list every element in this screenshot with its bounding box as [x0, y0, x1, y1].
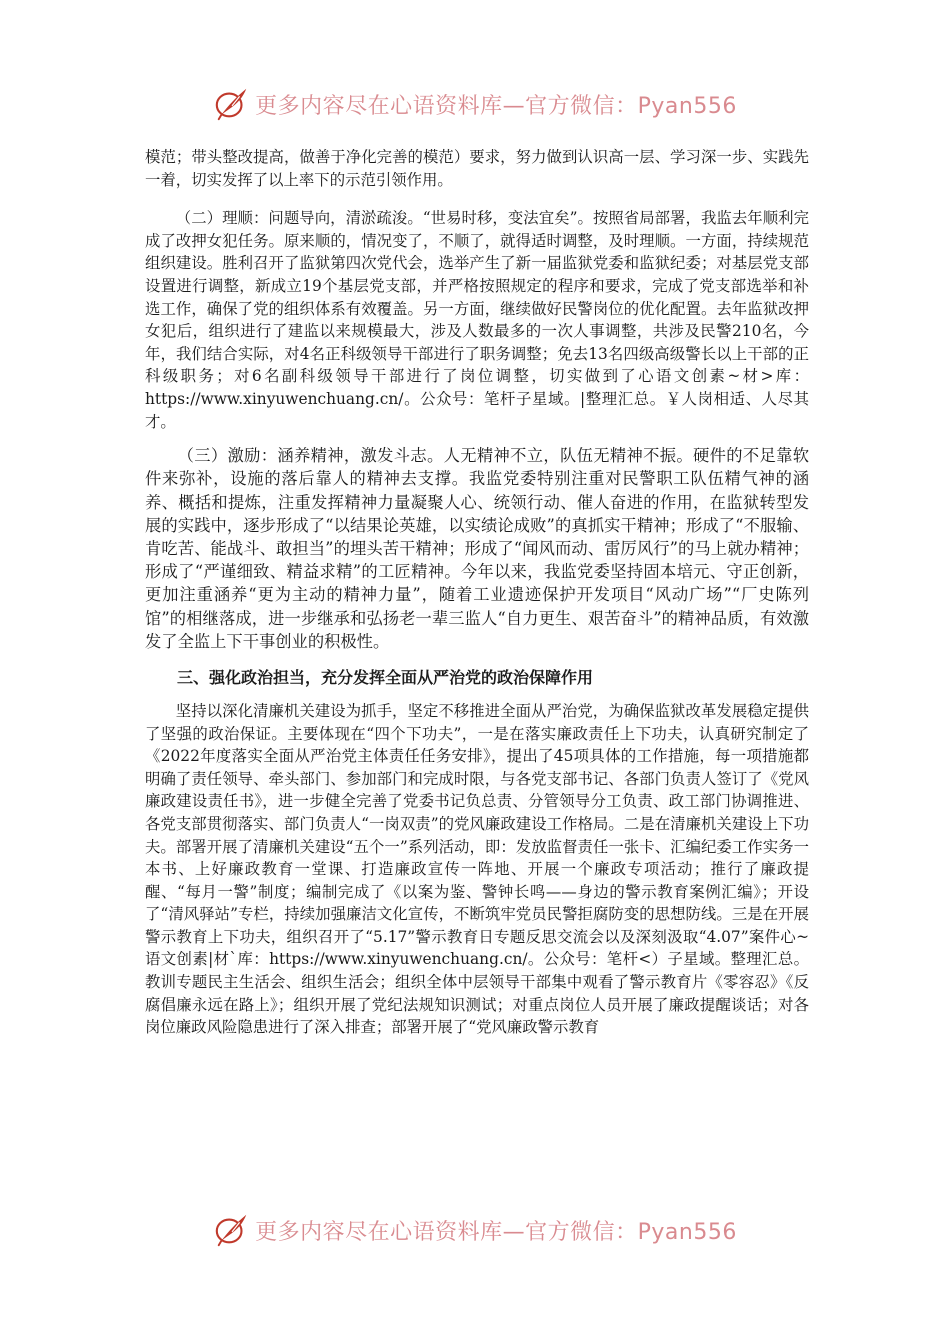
paragraph-section-3: （三）激励：涵养精神，激发斗志。人无精神不立，队伍无精神不振。硬件的不足靠软件来弥补，设施的落后靠人的精神去支撑。我监党委特别注重对民警职工队伍精气神的涵养、概括和提炼，注重发挥精神力量凝聚人心、统领行动、催人奋进的作用，在监狱转型发展的实践中，逐步形成了“以结果论英雄，以实绩论成败”的真抓实干精神；形成了“不服输、肯吃苦、能战斗、敢担当”的埋头苦干精神；形成了“闻风而动、雷厉风行”的马上就办精神；形成了“严谨细致、精益求精”的工匠精神。今年以来，我监党委坚持固本培元、守正创新，更加注重涵养“更为主动的精神力量”，随着工业遗迹保护开发项目“风动广场”“厂史陈列馆”的相继落成，进一步继承和弘扬老一辈三监人“自力更生、艰苦奋斗”的精神品质，有效激发了全监上下干事创业的积极性。: [145, 446, 809, 651]
watermark-text: 更多内容尽在心语资料库—官方微信：Pyan556: [255, 93, 737, 119]
paragraph-continuation: 模范；带头整改提高，做善于净化完善的模范）要求，努力做到认识高一层、学习深一步、实践先一着，切实发挥了以上率下的示范引领作用。: [145, 148, 809, 189]
paragraph-main: 坚持以深化清廉机关建设为抓手，坚定不移推进全面从严治党，为确保监狱改革发展稳定提供了坚强的政治保证。主要体现在“四个下功夫”，一是在落实廉政责任上下功夫，认真研究制定了《2022年度落实全面从严治党主体责任任务安排》，提出了45项具体的工作措施，每一项措施都明确了责任领导、牵头部门、参加部门和完成时限，与各党支部书记、各部门负责人签订了《党风廉政建设责任书》，进一步健全完善了党委书记负总责、分管领导分工负责、政工部门协调推进、各党支部贯彻落实、部门负责人“一岗双责”的党风廉政建设工作格局。二是在清廉机关建设上下功夫。部署开展了清廉机关建设“五个一”系列活动，即：发放监督责任一张卡、汇编纪委工作实务一本书、上好廉政教育一堂课、打造廉政宣传一阵地、开展一个廉政专项活动；推行了廉政提醒、“每月一警”制度；编制完成了《以案为鉴、警钟长鸣——身边的警示教育案例汇编》；开设了“清风驿站”专栏，持续加强廉洁文化宣传，不断筑牢党员民警拒腐防变的思想防线。三是在开展警示教育上下功夫，组织召开了“5.17”警示教育日专题反思交流会以及深刻汲取“4.07”案件心~语文创素|材`库：https://www.xinyuwenchuang.cn/。公众号：笔杆<）子星域。整理汇总。教训专题民主生活会、组织生活会；组织全体中层领导干部集中观看了警示教育片《零容忍》《反腐倡廉永远在路上》；组织开展了党纪法规知识测试；对重点岗位人员开展了廉政提醒谈话；对各岗位廉政风险隐患进行了深入排查；部署开展了“党风廉政警示教育: [145, 701, 809, 1037]
quill-pen-icon: [213, 85, 251, 123]
watermark-text: 更多内容尽在心语资料库—官方微信：Pyan556: [255, 1219, 737, 1245]
quill-pen-icon: [213, 1211, 251, 1249]
section-heading: 三、强化政治担当，充分发挥全面从严治党的政治保障作用: [177, 667, 594, 687]
header-watermark-banner: [0, 84, 950, 124]
paragraph-section-2: （二）理顺：问题导向，清淤疏浚。“世易时移，变法宜矣”。按照省局部署，我监去年顺利完成了改押女犯任务。原来顺的，情况变了，不顺了，就得适时调整，及时理顺。一方面，持续规范组织建设。胜利召开了监狱第四次党代会，选举产生了新一届监狱党委和监狱纪委；对基层党支部设置进行调整，新成立19个基层党支部，并严格按照规定的程序和要求，完成了党支部选举和补选工作，确保了党的组织体系有效覆盖。另一方面，继续做好民警岗位的优化配置。去年监狱改押女犯后，组织进行了建监以来规模最大，涉及人数最多的一次人事调整，共涉及民警210名，今年，我们结合实际，对4名正科级领导干部进行了职务调整；免去13名四级高级警长以上干部的正科级职务；对6名副科级领导干部进行了岗位调整，切实做到了心语文创素~材>库：https://www.xinyuwenchuang.cn/。公众号：笔杆子星域。|整理汇总。￥人岗相适、人尽其才。: [145, 209, 809, 431]
document-body: [145, 146, 809, 1039]
footer-watermark-banner: [0, 1210, 950, 1250]
